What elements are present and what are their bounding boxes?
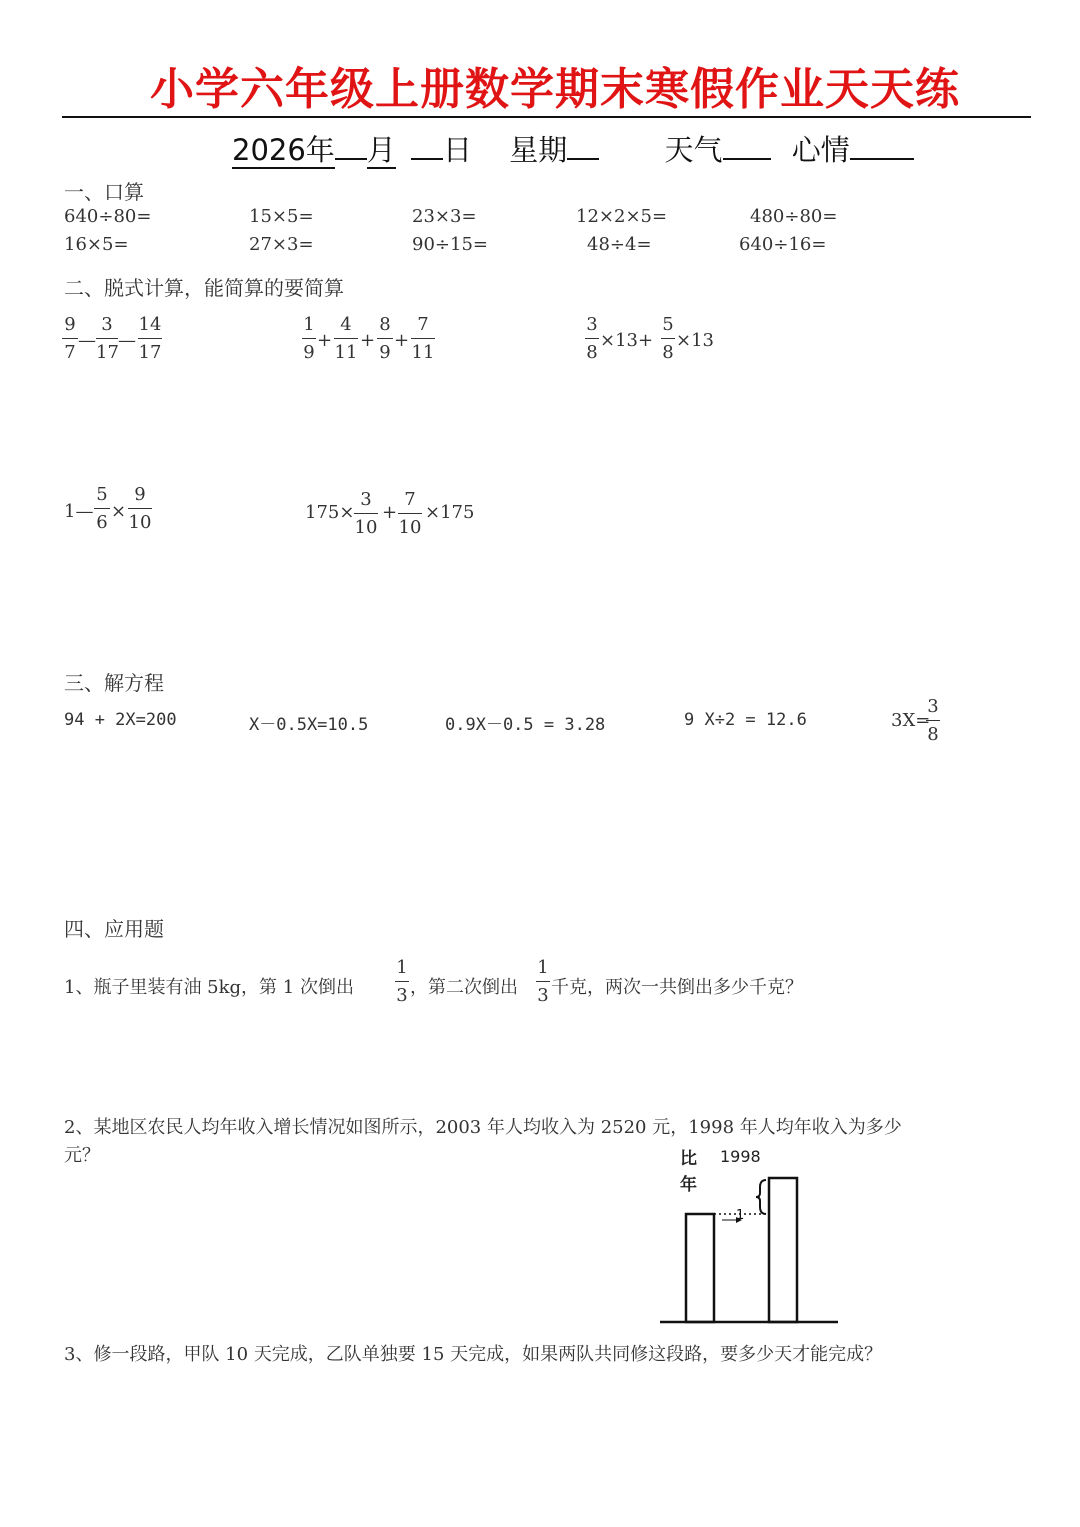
operator: + (394, 330, 410, 351)
question-1-part-b: ，第二次倒出 (410, 977, 518, 998)
fraction: 5 8 (662, 314, 674, 363)
fraction: 1 9 (303, 314, 315, 363)
section-oral-title: 一、口算 (64, 180, 144, 204)
month-label: 月 (366, 133, 396, 167)
fraction: 1 3 (396, 957, 408, 1006)
oral-item: 480÷80= (750, 206, 838, 227)
operator: + (317, 330, 333, 351)
bar-2003 (769, 1178, 797, 1322)
oral-item: 48÷4= (587, 234, 652, 255)
operator: — (118, 330, 136, 351)
question-2-line-1: 2、某地区农民人均年收入增长情况如图所示，2003 年人均收入为 2520 元，1998 年人均年收入为多少 (64, 1117, 902, 1138)
equation: 3X= (891, 710, 931, 731)
oral-item: 15×5= (249, 206, 314, 227)
figure-small-label: 1 (736, 1208, 745, 1223)
operator: × (111, 501, 127, 522)
operator: 1— (64, 501, 94, 522)
section-calc-title: 二、脱式计算，能简算的要简算 (64, 276, 344, 300)
operator: 175× (305, 502, 355, 523)
fraction: 8 9 (377, 314, 393, 364)
equation: 0.9X－0.5 = 3.28 (445, 715, 606, 735)
operator: + (360, 330, 376, 351)
fraction: 7 10 (398, 489, 422, 538)
equation: 9 X÷2 = 12.6 (684, 710, 807, 730)
fraction: 3 17 (96, 314, 119, 363)
figure-label-bi: 比 (680, 1149, 697, 1169)
fraction: 1 3 (537, 957, 549, 1006)
fraction: 7 11 (411, 314, 435, 363)
operator: — (78, 330, 96, 351)
fraction: 9 10 (128, 484, 152, 533)
equation: 94 + 2X=200 (64, 710, 177, 730)
income-bar-figure (650, 1140, 850, 1330)
fraction: 3 8 (586, 314, 598, 363)
fraction: 5 6 (94, 484, 110, 534)
figure-year-label: 1998 (720, 1147, 761, 1166)
worksheet-title: 小学六年级上册数学期末寒假作业天天练 (150, 64, 960, 115)
month-blank[interactable] (335, 128, 367, 160)
fraction: 14 17 (138, 314, 162, 363)
question-1-part-a: 1、瓶子里装有油 5kg，第 1 次倒出 (64, 977, 354, 998)
fraction: 3 8 (927, 696, 939, 745)
brace-icon (756, 1180, 766, 1214)
year-label: 2026年 (232, 133, 335, 167)
oral-item: 640÷80= (64, 206, 152, 227)
oral-item: 640÷16= (739, 234, 827, 255)
question-1-part-c: 千克，两次一共倒出多少千克？ (551, 977, 803, 998)
figure-label-nian: 年 (680, 1175, 697, 1195)
oral-item: 90÷15= (412, 234, 488, 255)
section-equation-title: 三、解方程 (64, 671, 164, 695)
oral-item: 27×3= (249, 234, 314, 255)
oral-item: 12×2×5= (576, 206, 668, 227)
weekday-blank[interactable] (567, 128, 599, 160)
question-2-line-2: 元？ (64, 1145, 100, 1166)
weather-blank[interactable] (723, 128, 771, 160)
fraction: 9 7 (62, 314, 78, 364)
title-divider (62, 116, 1031, 118)
weekday-label: 星期 (509, 133, 568, 167)
question-3: 3、修一段路，甲队 10 天完成，乙队单独要 15 天完成，如果两队共同修这段路，要多少天才能完成？ (64, 1344, 883, 1365)
weather-label: 天气 (664, 133, 723, 167)
operator: ×13+ (600, 330, 654, 351)
fraction: 4 11 (334, 314, 358, 363)
bar-1998 (686, 1214, 714, 1322)
oral-item: 23×3= (412, 206, 477, 227)
operator: ×13 (676, 330, 714, 351)
mood-blank[interactable] (850, 128, 914, 160)
operator: ×175 (425, 502, 475, 523)
oral-item: 16×5= (64, 234, 129, 255)
equation: X－0.5X=10.5 (249, 715, 369, 735)
date-line (232, 128, 914, 169)
day-label: 日 (443, 133, 473, 167)
operator: + (382, 502, 398, 523)
mood-label: 心情 (791, 133, 850, 167)
day-blank[interactable] (411, 128, 443, 160)
fraction: 3 10 (354, 489, 378, 538)
section-application-title: 四、应用题 (64, 917, 164, 941)
